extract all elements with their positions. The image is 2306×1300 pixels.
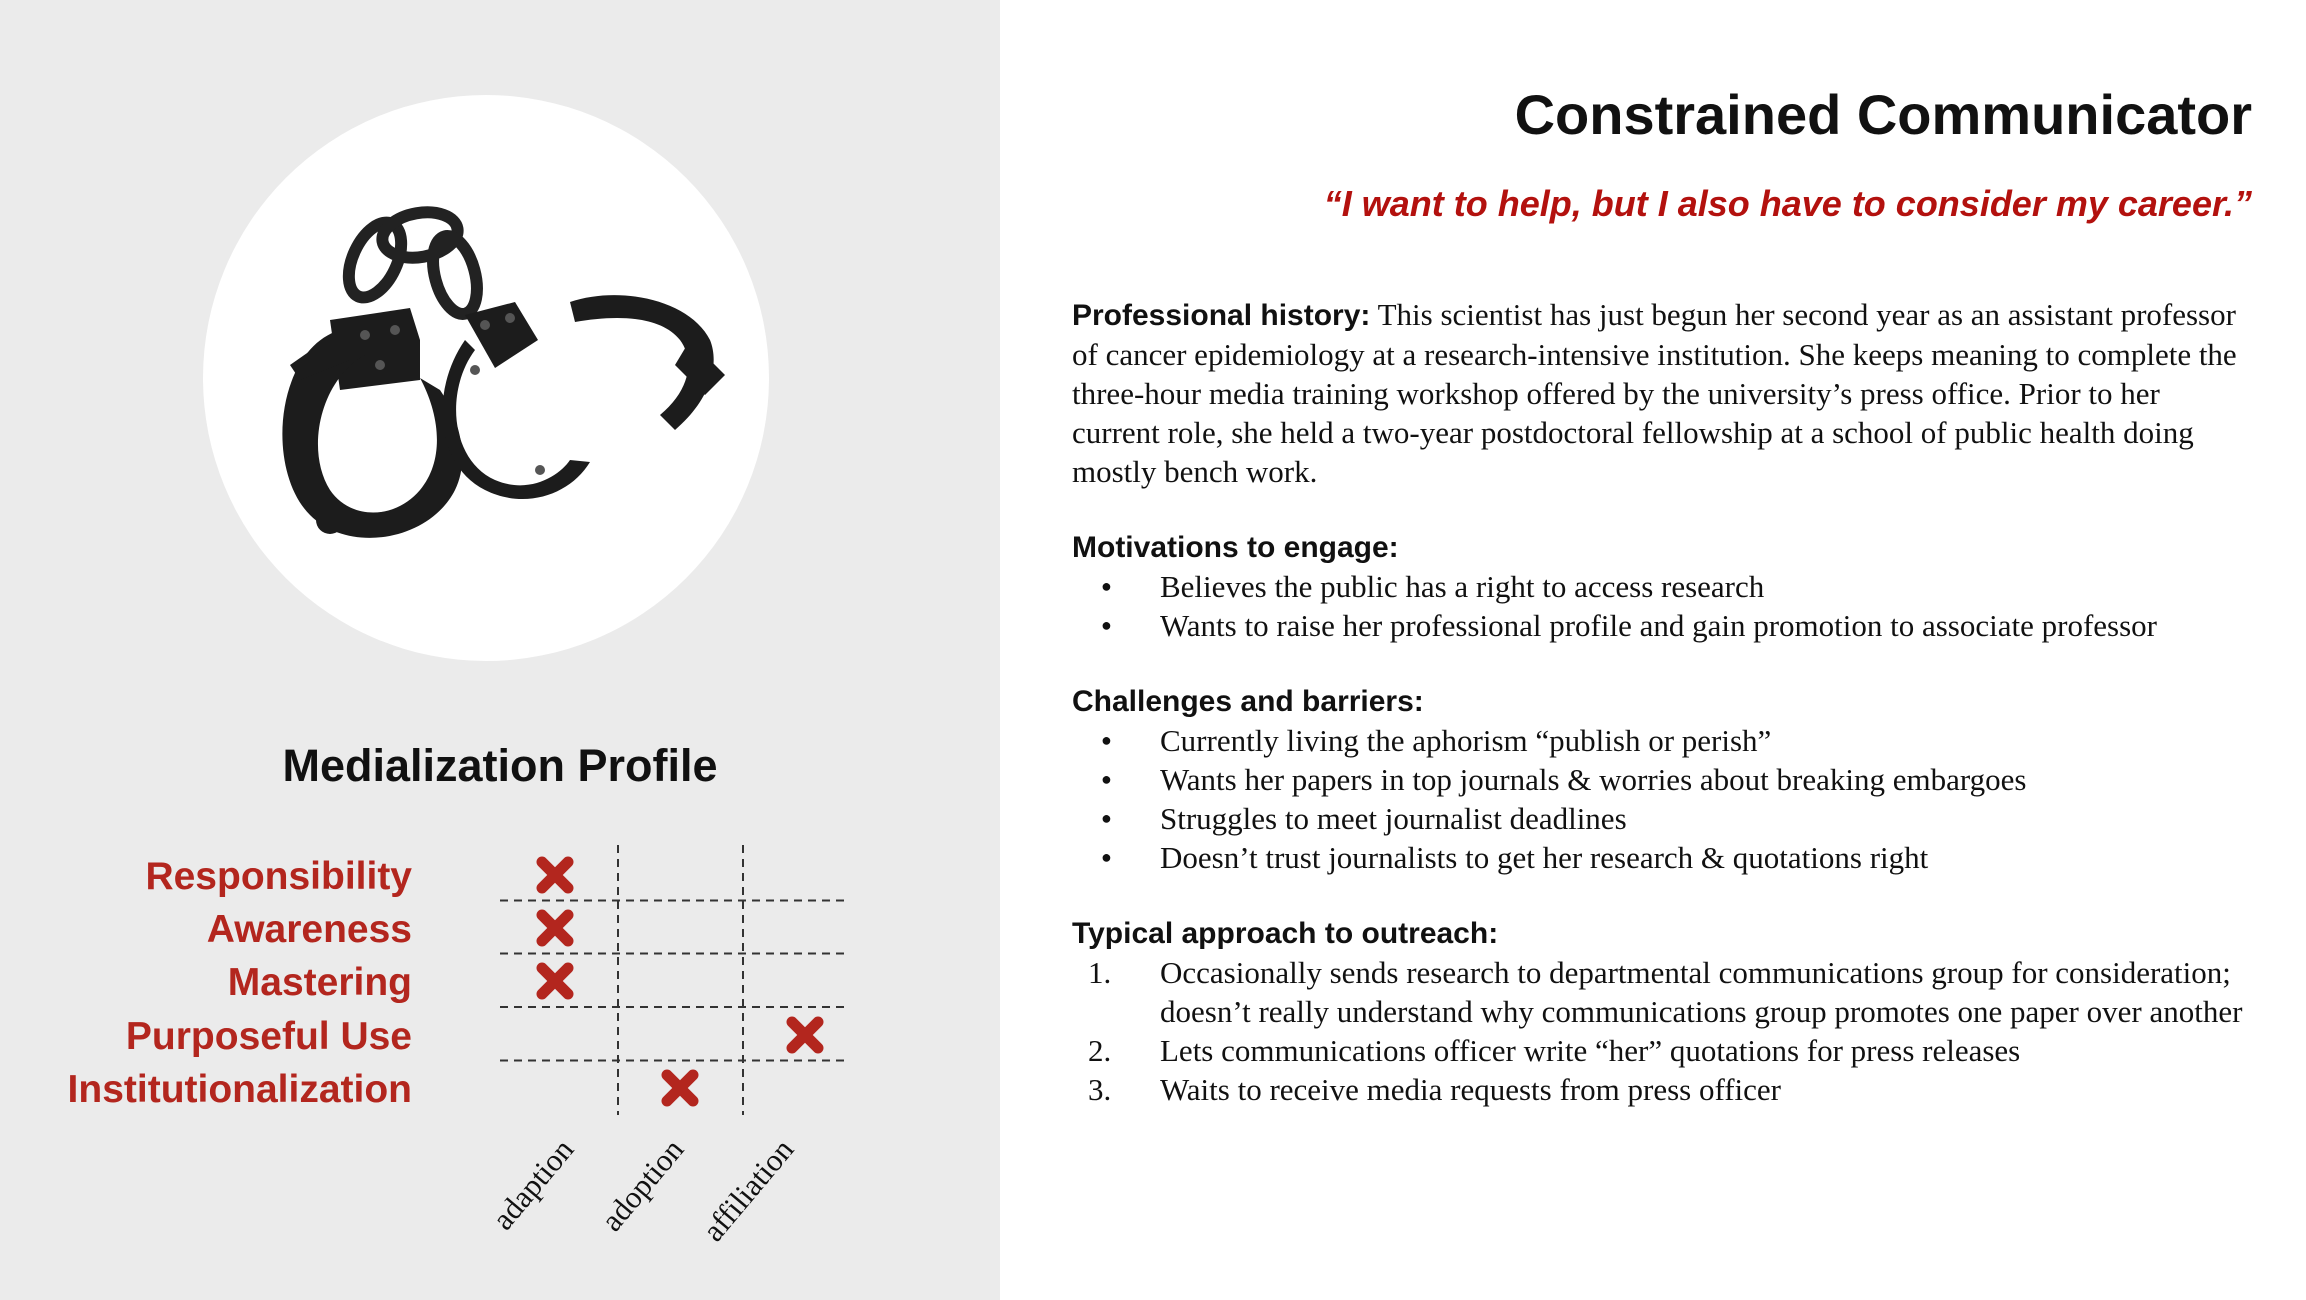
challenges-section [1072, 682, 2252, 877]
x-mark-icon [667, 1075, 693, 1101]
x-mark-icon [792, 1022, 818, 1048]
persona-details [1072, 295, 2252, 1146]
list-item: ● Believes the public has a right to access research [1072, 567, 2252, 606]
profile-column-label: adaption [484, 1132, 581, 1237]
list-item: ● Wants her papers in top journals & worries about breaking embargoes [1072, 760, 2252, 799]
profile-row-label: Mastering [227, 961, 412, 1004]
list-item [1072, 1070, 2252, 1109]
list-item: ● Struggles to meet journalist deadlines [1072, 799, 2252, 838]
persona-quote: “I want to help, but I also have to consider my career.” [1323, 183, 2252, 224]
professional-history [1072, 295, 2252, 491]
approach-section [1072, 914, 2252, 1109]
persona-title: Constrained Communicator [1514, 83, 2252, 146]
profile-row-label: Responsibility [145, 855, 412, 898]
profile-title: Medialization Profile [282, 740, 718, 791]
list-item: ● Wants to raise her professional profile and gain promotion to associate professor [1072, 606, 2252, 645]
list-number: 3. [1088, 1072, 1112, 1107]
list-text: Waits to receive media requests from press officer [1160, 1072, 1781, 1107]
handcuffs-icon [270, 190, 730, 560]
x-mark-icon [542, 915, 568, 941]
profile-row-label: Purposeful Use [125, 1015, 412, 1058]
left-panel [0, 0, 1000, 1300]
approach-heading: Typical approach to outreach: [1072, 917, 1499, 950]
motivations-heading: Motivations to engage: [1072, 531, 1399, 564]
list-text: Lets communications officer write “her” quotations for press releases [1160, 1033, 2021, 1068]
profile-row-label: Awareness [206, 908, 412, 951]
list-item: ● Currently living the aphorism “publish or perish” [1072, 721, 2252, 760]
x-mark-icon [542, 862, 568, 888]
list-number: 1. [1088, 955, 1112, 990]
list-item [1072, 953, 2252, 1031]
history-text: This scientist has just begun her second year as an assistant professor of cancer epidemiology at a research-intensive institution. She keeps meaning to complete the three-hour media training workshop offered by the university’s press office. Prior to her current role, she held a two-year postdoctoral fellowship at a school of public health doing mostly bench work. [1072, 297, 2237, 489]
profile-row-label: Institutionalization [67, 1068, 412, 1111]
profile-column-label: adoption [593, 1132, 691, 1238]
list-item: ● Doesn’t trust journalists to get her research & quotations right [1072, 838, 2252, 877]
challenges-heading: Challenges and barriers: [1072, 685, 1424, 718]
motivations-section [1072, 528, 2252, 645]
profile-column-label: affiliation [695, 1132, 801, 1248]
x-mark-icon [542, 968, 568, 994]
list-number: 2. [1088, 1033, 1112, 1068]
list-item [1072, 1031, 2252, 1070]
list-text: Occasionally sends research to departmental communications group for consideration; doesn’t really understand why communications group promotes one paper over another [1160, 955, 2243, 1029]
history-heading: Professional history: [1072, 299, 1371, 332]
medialization-matrix [0, 840, 1000, 1260]
